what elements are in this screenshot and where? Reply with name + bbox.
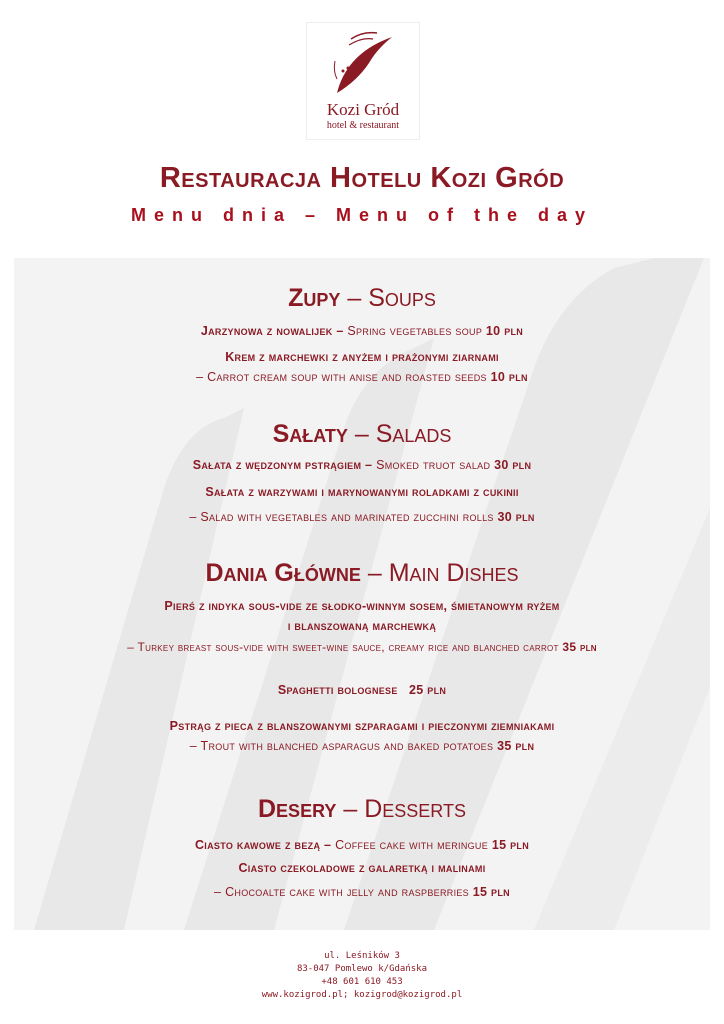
menu-item-pl: Sałata z warzywami i marynowanymi roladkami z cukinii [205, 485, 519, 499]
menu-item [0, 350, 724, 364]
menu-item-continued [0, 619, 724, 633]
menu-item-en: Spring vegetables soup [347, 324, 483, 338]
menu-item-pl: Krem z marchewki z anyżem i prażonymi ziarnami [225, 350, 499, 364]
section-title-en: Desserts [364, 795, 466, 823]
menu-item-translation [0, 885, 724, 899]
menu-item-pl: Sałata z wędzonym pstrągiem – [192, 458, 373, 472]
section-title-dash: – [347, 284, 362, 312]
footer-phone: +48 601 610 453 [321, 977, 403, 987]
menu-item-pl: i blanszowaną marchewką [287, 619, 437, 633]
menu-item [0, 324, 724, 338]
menu-item-pl: Pstrąg z pieca z blanszowanymi szparagami i pieczonymi ziemniakami [169, 719, 555, 733]
section-title-dash: – [343, 795, 358, 823]
menu-item-pl: Spaghetti bolognese [277, 683, 398, 697]
footer-web-link[interactable]: www.kozigrod.pl; kozigrod@kozigrod.pl [261, 990, 463, 1000]
section-title-en: Soups [368, 284, 436, 312]
menu-item [0, 458, 724, 472]
section-title-soups [0, 284, 724, 313]
footer-city: 83-047 Pomlewo k/Gdańska [296, 964, 428, 974]
section-title-dash: – [367, 559, 382, 587]
feather-logo-icon [307, 23, 419, 103]
menu-item-en: Smoked truot salad [376, 458, 491, 472]
menu-item-price: 15 pln [472, 885, 510, 899]
menu-item-price: 25 pln [409, 683, 447, 697]
footer-contact [0, 950, 724, 1002]
menu-item [0, 838, 724, 852]
menu-item-price: 30 pln [497, 510, 535, 524]
menu-item [0, 599, 724, 613]
footer-address: ul. Leśników 3 [324, 951, 400, 961]
section-title-dash: – [354, 420, 369, 448]
section-title-pl: Zupy [288, 284, 341, 312]
menu-item-translation [0, 370, 724, 384]
menu-item-en: – Turkey breast sous-vide with sweet-wine sauce, creamy rice and blanched carrot [127, 640, 559, 654]
menu-item-translation [0, 739, 724, 753]
menu-item-price: 35 pln [497, 739, 535, 753]
section-title-mains [0, 559, 724, 588]
menu-item-en: – Trout with blanched asparagus and baked potatoes [189, 739, 494, 753]
menu-item-translation [0, 640, 724, 654]
section-title-pl: Dania Główne [205, 559, 361, 587]
section-title-en: Main Dishes [388, 559, 519, 587]
menu-item-pl: Ciasto czekoladowe z galaretką i malinami [238, 861, 486, 875]
menu-item-en: – Carrot cream soup with anise and roasted seeds [196, 370, 487, 384]
section-title-salads [0, 420, 724, 449]
section-title-en: Salads [375, 420, 452, 448]
section-title-pl: Desery [258, 795, 337, 823]
logo-name: Kozi Gród [326, 100, 400, 119]
menu-item [0, 683, 724, 697]
menu-item-en: Coffee cake with meringue [335, 838, 489, 852]
page-subtitle: Menu dnia – Menu of the day [130, 205, 593, 225]
logo-subtitle: hotel & restaurant [326, 120, 400, 131]
menu-item-translation [0, 510, 724, 524]
menu-item-pl: Ciasto kawowe z bezą – [194, 838, 332, 852]
menu-item-price: 30 pln [494, 458, 532, 472]
section-title-pl: Sałaty [272, 420, 348, 448]
menu-item-pl: Jarzynowa z nowalijek – [200, 324, 344, 338]
menu-item-en: – Chocoalte cake with jelly and raspberries [214, 885, 469, 899]
section-title-desserts [0, 795, 724, 824]
menu-item [0, 485, 724, 499]
menu-item-price: 15 pln [491, 838, 529, 852]
menu-item-en: – Salad with vegetables and marinated zucchini rolls [189, 510, 494, 524]
page-title: Restauracja Hotelu Kozi Gród [159, 162, 565, 194]
hotel-logo [306, 22, 420, 140]
menu-item-price: 10 pln [490, 370, 528, 384]
menu-item-price: 35 pln [562, 640, 597, 654]
menu-item-pl: Pierś z indyka sous-vide ze słodko-winnym sosem, śmietanowym ryżem [164, 599, 560, 613]
menu-item-price: 10 pln [485, 324, 524, 338]
menu-item [0, 861, 724, 875]
menu-item [0, 719, 724, 733]
